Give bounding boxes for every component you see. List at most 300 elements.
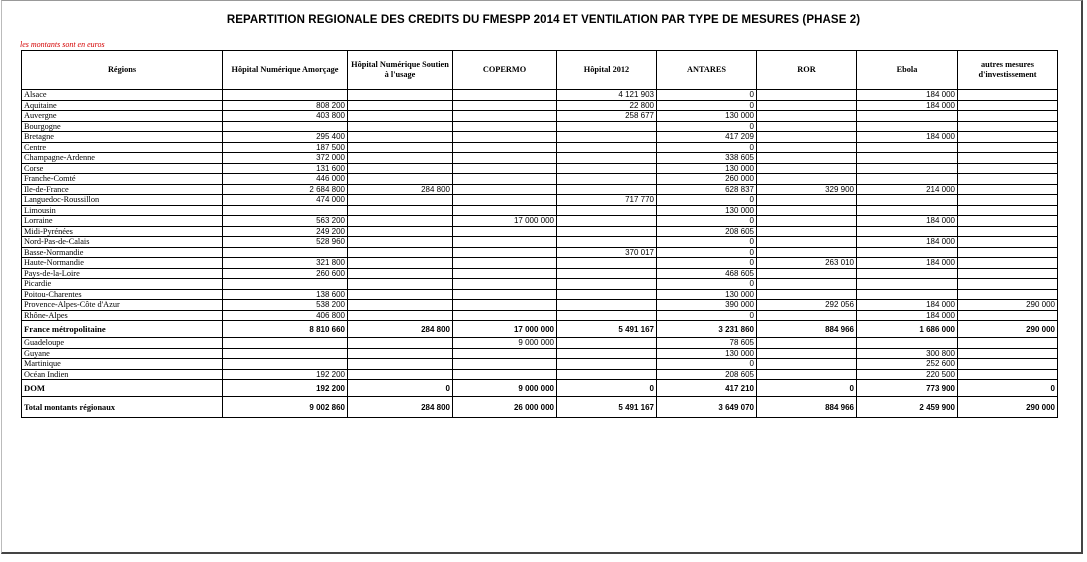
amount-cell: 260 600 <box>223 268 348 279</box>
amount-cell <box>557 132 657 143</box>
amount-cell <box>348 195 453 206</box>
amount-cell: 130 000 <box>657 348 757 359</box>
total-row <box>22 397 1058 418</box>
amount-cell: 0 <box>657 90 757 101</box>
amount-cell <box>223 348 348 359</box>
amount-cell: 184 000 <box>857 237 958 248</box>
amount-cell <box>958 338 1058 349</box>
amount-cell: 0 <box>657 359 757 370</box>
amount-cell: 0 <box>657 100 757 111</box>
amount-cell <box>453 205 557 216</box>
amount-cell <box>557 338 657 349</box>
amount-cell <box>557 310 657 321</box>
subtotal-row-dom <box>22 380 1058 397</box>
col-header-ror: ROR <box>757 51 857 90</box>
amount-cell <box>958 369 1058 380</box>
amount-cell: 5 491 167 <box>557 321 657 338</box>
amount-cell <box>958 184 1058 195</box>
amount-cell: 130 000 <box>657 205 757 216</box>
amount-cell <box>348 258 453 269</box>
amount-cell: 130 000 <box>657 163 757 174</box>
region-cell: Guyane <box>22 348 223 359</box>
amount-cell: 184 000 <box>857 90 958 101</box>
amount-cell <box>453 142 557 153</box>
region-cell: Haute-Normandie <box>22 258 223 269</box>
amount-cell: 9 002 860 <box>223 397 348 418</box>
amount-cell <box>958 195 1058 206</box>
amount-cell: 321 800 <box>223 258 348 269</box>
page-title: REPARTITION REGIONALE DES CREDITS DU FMESPP 2014 ET VENTILATION PAR TYPE DE MESURES (PHASE 2) <box>226 14 861 26</box>
amount-cell <box>348 369 453 380</box>
amount-cell: 4 121 903 <box>557 90 657 101</box>
amount-cell <box>453 247 557 258</box>
amount-cell <box>958 310 1058 321</box>
amount-cell <box>757 153 857 164</box>
amount-cell <box>348 289 453 300</box>
amount-cell <box>557 226 657 237</box>
amount-cell: 0 <box>657 247 757 258</box>
amount-cell: 208 605 <box>657 226 757 237</box>
amount-cell: 260 000 <box>657 174 757 185</box>
region-cell: Languedoc-Roussillon <box>22 195 223 206</box>
region-cell: Martinique <box>22 359 223 370</box>
amount-cell <box>857 268 958 279</box>
amount-cell: 0 <box>657 258 757 269</box>
amount-cell: 249 200 <box>223 226 348 237</box>
table-row <box>22 226 1058 237</box>
amount-cell: 214 000 <box>857 184 958 195</box>
subtotal-row-metro <box>22 321 1058 338</box>
amount-cell <box>223 359 348 370</box>
amount-cell <box>557 289 657 300</box>
amount-cell <box>453 310 557 321</box>
region-cell: Corse <box>22 163 223 174</box>
amount-cell <box>857 289 958 300</box>
amount-cell: 2 459 900 <box>857 397 958 418</box>
amount-cell: 26 000 000 <box>453 397 557 418</box>
amount-cell: 78 605 <box>657 338 757 349</box>
amount-cell <box>453 369 557 380</box>
region-cell: Aquitaine <box>22 100 223 111</box>
corner-mark <box>1082 541 1087 551</box>
table-row <box>22 174 1058 185</box>
amount-cell <box>958 359 1058 370</box>
amount-cell: 0 <box>348 380 453 397</box>
amount-cell <box>958 237 1058 248</box>
amount-cell <box>757 310 857 321</box>
region-cell: Provence-Alpes-Côte d'Azur <box>22 300 223 311</box>
amount-cell <box>557 184 657 195</box>
amount-cell <box>757 174 857 185</box>
region-cell: Champagne-Ardenne <box>22 153 223 164</box>
region-cell: Rhône-Alpes <box>22 310 223 321</box>
amount-cell <box>453 163 557 174</box>
region-cell: Picardie <box>22 279 223 290</box>
amount-cell <box>958 226 1058 237</box>
amount-cell <box>757 163 857 174</box>
amount-cell: 884 966 <box>757 321 857 338</box>
table-row <box>22 369 1058 380</box>
amount-cell <box>757 369 857 380</box>
amount-cell: 0 <box>557 380 657 397</box>
table-row <box>22 121 1058 132</box>
amount-cell <box>348 268 453 279</box>
amount-cell: 808 200 <box>223 100 348 111</box>
amount-cell: 138 600 <box>223 289 348 300</box>
amount-cell: 563 200 <box>223 216 348 227</box>
amount-cell <box>348 90 453 101</box>
amount-cell <box>958 163 1058 174</box>
amount-cell <box>757 226 857 237</box>
amount-cell <box>857 174 958 185</box>
currency-note: les montants sont en euros <box>20 40 105 49</box>
amount-cell: 284 800 <box>348 397 453 418</box>
col-header-hn-soutien: Hôpital Numérique Soutien à l'usage <box>348 51 453 90</box>
table-row <box>22 153 1058 164</box>
amount-cell: 192 200 <box>223 369 348 380</box>
amount-cell <box>958 90 1058 101</box>
table-row <box>22 300 1058 311</box>
amount-cell: 5 491 167 <box>557 397 657 418</box>
amount-cell <box>757 348 857 359</box>
table-row <box>22 348 1058 359</box>
amount-cell: 130 000 <box>657 111 757 122</box>
amount-cell <box>348 174 453 185</box>
table-row <box>22 90 1058 101</box>
amount-cell <box>557 268 657 279</box>
amount-cell: 292 056 <box>757 300 857 311</box>
amount-cell <box>757 195 857 206</box>
amount-cell <box>557 300 657 311</box>
amount-cell <box>223 90 348 101</box>
amount-cell: 390 000 <box>657 300 757 311</box>
amount-cell: 184 000 <box>857 216 958 227</box>
amount-cell: 370 017 <box>557 247 657 258</box>
amount-cell <box>958 205 1058 216</box>
amount-cell: 474 000 <box>223 195 348 206</box>
amount-cell <box>348 300 453 311</box>
amount-cell <box>958 132 1058 143</box>
amount-cell: 0 <box>657 216 757 227</box>
amount-cell: 220 500 <box>857 369 958 380</box>
amount-cell: 0 <box>657 195 757 206</box>
amount-cell: 258 677 <box>557 111 657 122</box>
amount-cell <box>757 289 857 300</box>
table-row <box>22 279 1058 290</box>
amount-cell <box>557 359 657 370</box>
amount-cell <box>453 279 557 290</box>
amount-cell <box>348 338 453 349</box>
amount-cell <box>348 132 453 143</box>
amount-cell <box>857 195 958 206</box>
table-row <box>22 268 1058 279</box>
region-cell: Limousin <box>22 205 223 216</box>
amount-cell: 184 000 <box>857 132 958 143</box>
amount-cell: 263 010 <box>757 258 857 269</box>
region-cell: Guadeloupe <box>22 338 223 349</box>
col-header-regions: Régions <box>22 51 223 90</box>
amount-cell <box>223 121 348 132</box>
amount-cell <box>958 216 1058 227</box>
amount-cell <box>557 153 657 164</box>
amount-cell <box>857 205 958 216</box>
amount-cell <box>757 121 857 132</box>
table-row <box>22 111 1058 122</box>
region-cell: Total montants régionaux <box>22 397 223 418</box>
amount-cell <box>453 111 557 122</box>
region-cell: Midi-Pyrénées <box>22 226 223 237</box>
amount-cell: 295 400 <box>223 132 348 143</box>
amount-cell <box>453 90 557 101</box>
table-row <box>22 258 1058 269</box>
amount-cell: 0 <box>657 121 757 132</box>
amount-cell <box>348 310 453 321</box>
amount-cell <box>958 348 1058 359</box>
amount-cell <box>453 153 557 164</box>
amount-cell: 290 000 <box>958 321 1058 338</box>
amount-cell: 3 231 860 <box>657 321 757 338</box>
amount-cell <box>223 247 348 258</box>
amount-cell <box>757 216 857 227</box>
amount-cell <box>453 184 557 195</box>
region-cell: Ile-de-France <box>22 184 223 195</box>
table-row <box>22 100 1058 111</box>
amount-cell: 290 000 <box>958 397 1058 418</box>
amount-cell: 192 200 <box>223 380 348 397</box>
amount-cell: 284 800 <box>348 184 453 195</box>
amount-cell <box>557 216 657 227</box>
amount-cell: 403 800 <box>223 111 348 122</box>
col-header-autres: autres mesures d'investissement <box>958 51 1058 90</box>
amount-cell: 130 000 <box>657 289 757 300</box>
region-cell: Basse-Normandie <box>22 247 223 258</box>
region-cell: Lorraine <box>22 216 223 227</box>
amount-cell <box>757 268 857 279</box>
amount-cell <box>857 121 958 132</box>
amount-cell: 0 <box>657 279 757 290</box>
amount-cell <box>453 226 557 237</box>
table-row <box>22 132 1058 143</box>
amount-cell: 184 000 <box>857 100 958 111</box>
amount-cell <box>958 279 1058 290</box>
amount-cell: 184 000 <box>857 310 958 321</box>
amount-cell <box>453 300 557 311</box>
amount-cell: 184 000 <box>857 258 958 269</box>
amount-cell <box>958 174 1058 185</box>
amount-cell: 0 <box>958 380 1058 397</box>
amount-cell <box>757 359 857 370</box>
table-row <box>22 205 1058 216</box>
amount-cell <box>857 226 958 237</box>
region-cell: Bretagne <box>22 132 223 143</box>
col-header-hopital-2012: Hôpital 2012 <box>557 51 657 90</box>
amount-cell: 417 210 <box>657 380 757 397</box>
amount-cell <box>453 174 557 185</box>
amount-cell <box>453 100 557 111</box>
amount-cell: 208 605 <box>657 369 757 380</box>
region-cell: DOM <box>22 380 223 397</box>
amount-cell <box>958 268 1058 279</box>
amount-cell: 17 000 000 <box>453 216 557 227</box>
amount-cell <box>757 100 857 111</box>
table-row <box>22 163 1058 174</box>
amount-cell <box>958 247 1058 258</box>
region-cell: Poitou-Charentes <box>22 289 223 300</box>
region-cell: Alsace <box>22 90 223 101</box>
amount-cell: 187 500 <box>223 142 348 153</box>
table-row <box>22 142 1058 153</box>
amount-cell <box>348 237 453 248</box>
amount-cell <box>348 216 453 227</box>
amount-cell: 0 <box>757 380 857 397</box>
amount-cell <box>348 348 453 359</box>
amount-cell: 184 000 <box>857 300 958 311</box>
amount-cell <box>348 205 453 216</box>
amount-cell: 1 686 000 <box>857 321 958 338</box>
amount-cell <box>557 258 657 269</box>
region-cell: Auvergne <box>22 111 223 122</box>
amount-cell <box>857 111 958 122</box>
amount-cell <box>453 348 557 359</box>
amount-cell: 338 605 <box>657 153 757 164</box>
amount-cell: 538 200 <box>223 300 348 311</box>
amount-cell: 2 684 800 <box>223 184 348 195</box>
region-cell: Nord-Pas-de-Calais <box>22 237 223 248</box>
amount-cell <box>223 279 348 290</box>
table-row <box>22 247 1058 258</box>
amount-cell <box>857 163 958 174</box>
region-cell: Bourgogne <box>22 121 223 132</box>
amount-cell: 406 800 <box>223 310 348 321</box>
amount-cell <box>757 111 857 122</box>
amount-cell <box>348 279 453 290</box>
amount-cell: 0 <box>657 142 757 153</box>
amount-cell <box>348 111 453 122</box>
amount-cell: 9 000 000 <box>453 338 557 349</box>
region-cell: Franche-Comté <box>22 174 223 185</box>
amount-cell <box>557 174 657 185</box>
amount-cell <box>958 142 1058 153</box>
amount-cell <box>348 226 453 237</box>
amount-cell: 468 605 <box>657 268 757 279</box>
amount-cell <box>348 121 453 132</box>
amount-cell <box>557 163 657 174</box>
amount-cell <box>453 237 557 248</box>
amount-cell: 22 800 <box>557 100 657 111</box>
amount-cell <box>348 100 453 111</box>
amount-cell <box>348 359 453 370</box>
amount-cell <box>757 338 857 349</box>
amount-cell <box>557 121 657 132</box>
table-row <box>22 195 1058 206</box>
amount-cell: 0 <box>657 237 757 248</box>
region-cell: Centre <box>22 142 223 153</box>
amount-cell: 290 000 <box>958 300 1058 311</box>
amount-cell <box>757 205 857 216</box>
amount-cell <box>348 142 453 153</box>
amount-cell: 300 800 <box>857 348 958 359</box>
amount-cell: 0 <box>657 310 757 321</box>
amount-cell <box>557 279 657 290</box>
amount-cell <box>958 289 1058 300</box>
amount-cell: 131 600 <box>223 163 348 174</box>
header-row <box>22 51 1058 90</box>
amount-cell: 17 000 000 <box>453 321 557 338</box>
amount-cell <box>757 279 857 290</box>
amount-cell <box>453 121 557 132</box>
table-row <box>22 216 1058 227</box>
col-header-antares: ANTARES <box>657 51 757 90</box>
amount-cell <box>757 132 857 143</box>
amount-cell: 372 000 <box>223 153 348 164</box>
table-row <box>22 289 1058 300</box>
amount-cell: 446 000 <box>223 174 348 185</box>
table-row <box>22 359 1058 370</box>
amount-cell <box>557 237 657 248</box>
amount-cell: 717 770 <box>557 195 657 206</box>
amount-cell <box>757 142 857 153</box>
amount-cell <box>348 247 453 258</box>
amount-cell <box>453 359 557 370</box>
amount-cell: 284 800 <box>348 321 453 338</box>
amount-cell <box>757 90 857 101</box>
amount-cell <box>453 258 557 269</box>
amount-cell: 8 810 660 <box>223 321 348 338</box>
amount-cell <box>857 338 958 349</box>
credits-table <box>21 50 1058 418</box>
amount-cell <box>857 142 958 153</box>
amount-cell <box>453 268 557 279</box>
table-row <box>22 310 1058 321</box>
amount-cell <box>557 348 657 359</box>
amount-cell <box>958 121 1058 132</box>
amount-cell: 3 649 070 <box>657 397 757 418</box>
amount-cell <box>223 338 348 349</box>
amount-cell <box>348 153 453 164</box>
region-cell: Océan Indien <box>22 369 223 380</box>
amount-cell <box>557 142 657 153</box>
amount-cell: 252 600 <box>857 359 958 370</box>
col-header-hn-amorcage: Hôpital Numérique Amorçage <box>223 51 348 90</box>
table-row <box>22 338 1058 349</box>
amount-cell <box>557 369 657 380</box>
amount-cell <box>223 205 348 216</box>
amount-cell <box>348 163 453 174</box>
amount-cell <box>958 100 1058 111</box>
amount-cell <box>958 258 1058 269</box>
region-cell: Pays-de-la-Loire <box>22 268 223 279</box>
amount-cell: 9 000 000 <box>453 380 557 397</box>
amount-cell: 628 837 <box>657 184 757 195</box>
region-cell: France métropolitaine <box>22 321 223 338</box>
amount-cell: 773 900 <box>857 380 958 397</box>
amount-cell <box>453 289 557 300</box>
col-header-ebola: Ebola <box>857 51 958 90</box>
amount-cell: 528 960 <box>223 237 348 248</box>
amount-cell <box>958 153 1058 164</box>
amount-cell <box>958 111 1058 122</box>
amount-cell <box>453 132 557 143</box>
amount-cell <box>757 247 857 258</box>
amount-cell: 329 900 <box>757 184 857 195</box>
amount-cell <box>857 279 958 290</box>
amount-cell <box>857 153 958 164</box>
col-header-copermo: COPERMO <box>453 51 557 90</box>
amount-cell <box>453 195 557 206</box>
amount-cell <box>857 247 958 258</box>
amount-cell: 884 966 <box>757 397 857 418</box>
amount-cell <box>557 205 657 216</box>
